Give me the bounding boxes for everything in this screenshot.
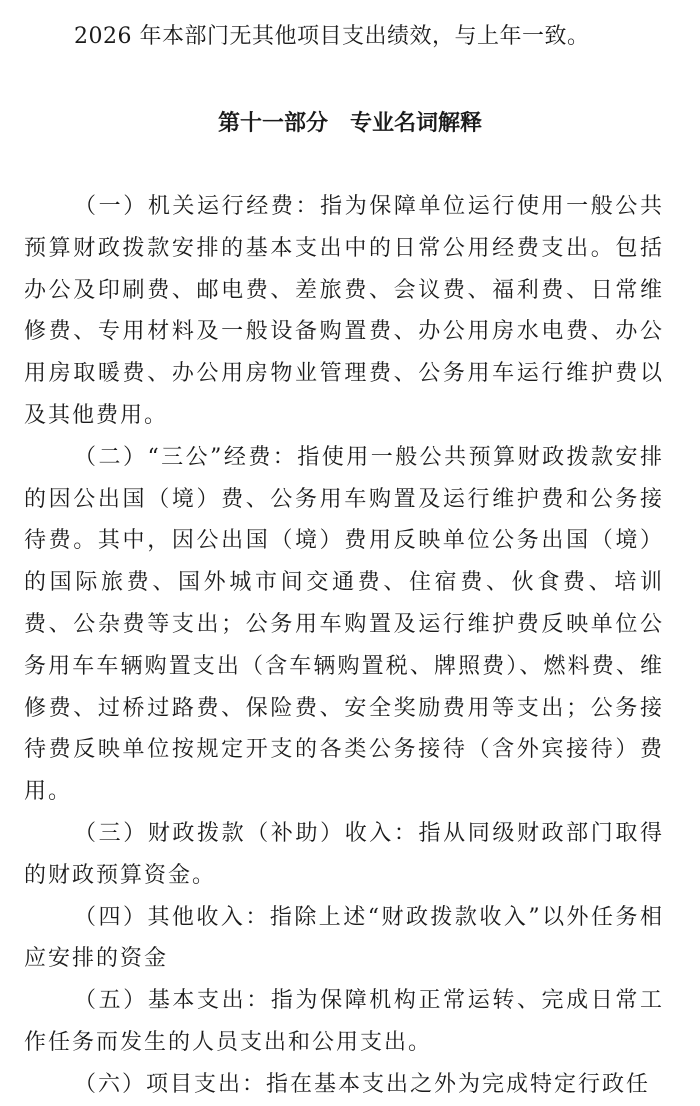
definitions-body [24, 186, 664, 1106]
previous-section-closing-line: 2026 年本部门无其他项目支出绩效，与上年一致。 [74, 24, 590, 49]
section-title: 第十一部分 专业名词解释 [217, 111, 482, 136]
definition-paragraph-4: （四）其他收入：指除上述“财政拨款收入”以外任务相应安排的资金 [24, 904, 664, 972]
definition-paragraph-6: （六）项目支出：指在基本支出之外为完成特定行政任 [74, 1071, 651, 1097]
definition-paragraph-3: （三）财政拨款（补助）收入：指从同级财政部门取得的财政预算资金。 [24, 820, 664, 888]
definition-paragraph-2: （二）“三公”经费：指使用一般公共预算财政拨款安排的因公出国（境）费、公务用车购置及运行维护费和公务接待费。其中，因公出国（境）费用反映单位公务出国（境）的国际旅费、国外城市间交通费、住宿费、伙食费、培训费、公杂费等支出；公务用车购置及运行维护费反映单位公务用车车辆购置支出（含车辆购置税、牌照费）、燃料费、维修费、过桥过路费、保险费、安全奖励费用等支出；公务接待费反映单位按规定开支的各类公务接待（含外宾接待）费用。 [24, 444, 664, 805]
definition-paragraph-5: （五）基本支出：指为保障机构正常运转、完成日常工作任务而发生的人员支出和公用支出。 [24, 988, 664, 1055]
definition-paragraph-1: （一）机关运行经费：指为保障单位运行使用一般公共预算财政拨款安排的基本支出中的日常公用经费支出。包括办公及印刷费、邮电费、差旅费、会议费、福利费、日常维修费、专用材料及一般设备购置费、办公用房水电费、办公用房取暖费、办公用房物业管理费、公务用车运行维护费以及其他费用。 [24, 194, 664, 428]
